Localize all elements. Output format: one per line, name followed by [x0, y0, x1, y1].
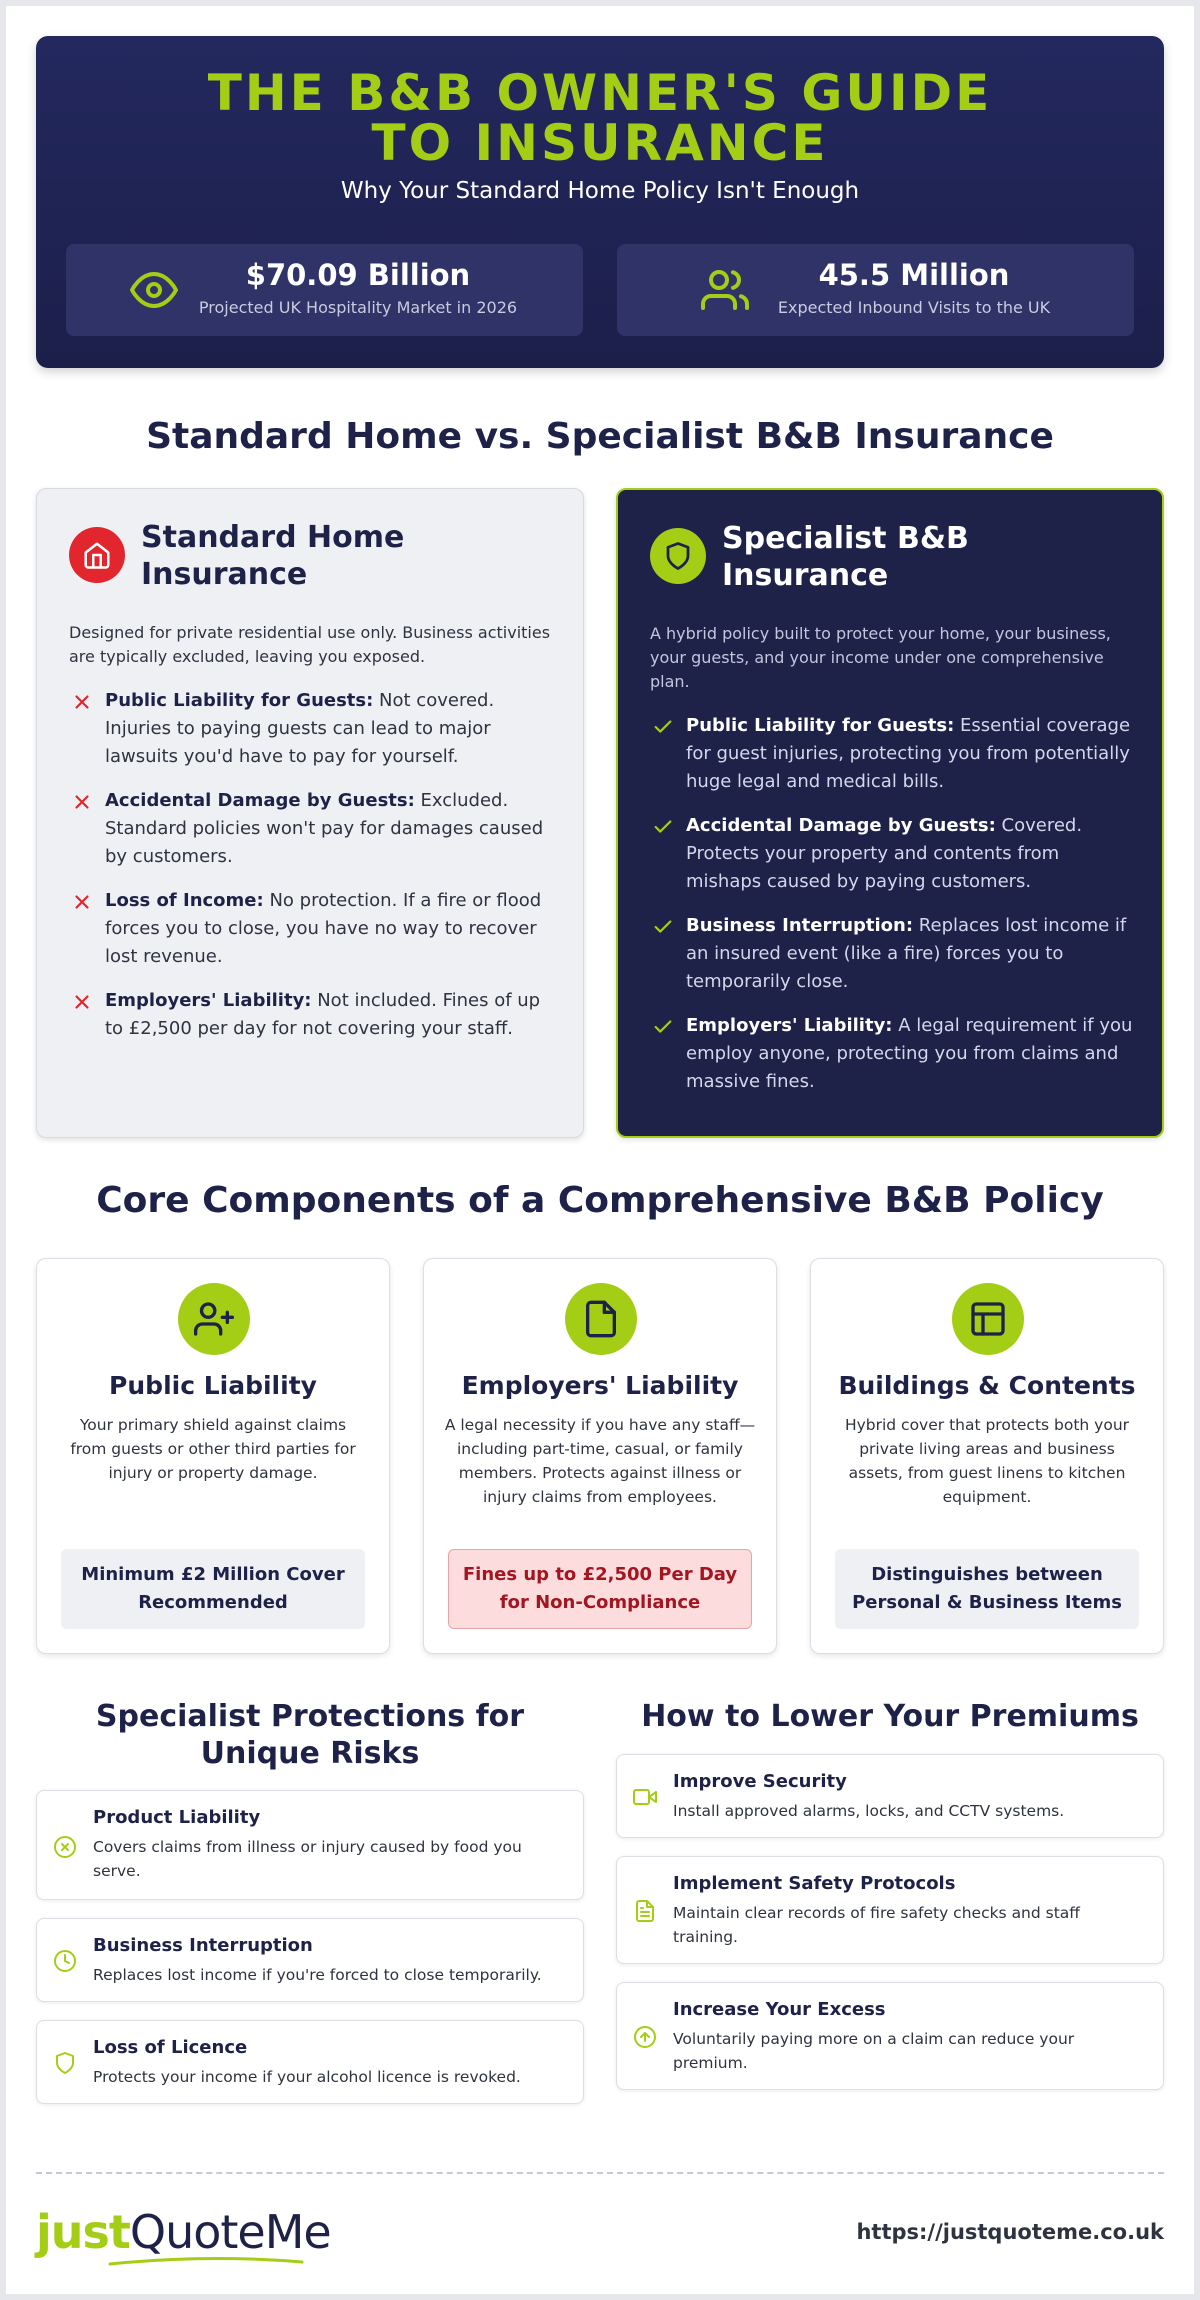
list-item-product-liability — [36, 1790, 584, 1900]
arrow-up-circle-icon — [633, 2025, 657, 2049]
comparison-heading: Standard Home vs. Specialist B&B Insurance — [146, 416, 1054, 457]
item-text: Maintain clear records of fire safety checks and staff training. — [673, 1904, 1080, 1946]
check-icon — [652, 1016, 674, 1038]
cross-icon — [71, 991, 93, 1013]
shield-icon — [663, 541, 693, 571]
layout-icon-badge — [952, 1283, 1024, 1355]
list-item — [69, 987, 559, 1043]
logo-text-just: just — [36, 2205, 130, 2259]
item-text: Essential coverage for guest injuries, protecting you from potentially huge legal and medical bills. — [686, 715, 1131, 792]
cross-icon — [71, 791, 93, 813]
card-title: Public Liability — [109, 1371, 317, 1400]
item-label: Employers' Liability: — [686, 1015, 893, 1036]
item-label: Employers' Liability: — [105, 990, 312, 1011]
list-item — [69, 687, 559, 771]
card-title: Employers' Liability — [461, 1371, 739, 1400]
item-text: Replaces lost income if an insured event (like a fire) forces you to temporarily close. — [686, 915, 1127, 992]
item-label: Public Liability for Guests: — [105, 690, 374, 711]
list-item-loss-of-licence — [36, 2020, 584, 2104]
item-title: Loss of Licence — [93, 2037, 248, 2058]
list-item-improve-security — [616, 1754, 1164, 1838]
users-icon — [701, 266, 749, 314]
brand-logo[interactable] — [36, 2202, 331, 2262]
item-label: Accidental Damage by Guests: — [105, 790, 415, 811]
item-text: Install approved alarms, locks, and CCTV systems. — [673, 1802, 1065, 1820]
card-title: Buildings & Contents — [838, 1371, 1136, 1400]
check-icon — [652, 816, 674, 838]
stat-value: $70.09 Billion — [245, 258, 471, 292]
core-heading: Core Components of a Comprehensive B&B Policy — [96, 1180, 1104, 1221]
stat-label: Expected Inbound Visits to the UK — [777, 298, 1051, 317]
item-label: Accidental Damage by Guests: — [686, 815, 996, 836]
stat-card-market — [66, 244, 583, 336]
list-item — [650, 712, 1140, 796]
item-text: Protects your income if your alcohol licence is revoked. — [93, 2068, 521, 2086]
card-text: A legal necessity if you have any staff—including part-time, casual, or family members. Protects against illness or injury claims from employees. — [444, 1416, 756, 1506]
list-item-business-interruption — [36, 1918, 584, 2002]
specialist-protections-heading: Specialist Protections for Unique Risks — [95, 1699, 525, 1771]
cross-icon — [71, 891, 93, 913]
page-subtitle: Why Your Standard Home Policy Isn't Enough — [340, 178, 860, 204]
logo-text-quoteme: QuoteMe — [129, 2205, 331, 2259]
card-title: Specialist B&B Insurance — [722, 521, 969, 593]
card-description: Designed for private residential use only. Business activities are typically excluded, leaving you exposed. — [69, 623, 551, 666]
card-description: A hybrid policy built to protect your home, your business, your guests, and your income under one comprehensive plan. — [650, 624, 1111, 691]
card-note: Distinguishes between Personal & Business Items — [835, 1549, 1139, 1629]
check-icon — [652, 916, 674, 938]
item-text: Voluntarily paying more on a claim can reduce your premium. — [673, 2030, 1075, 2072]
website-link[interactable]: https://justquoteme.co.uk — [856, 2220, 1164, 2244]
house-icon — [82, 540, 112, 570]
list-item — [650, 1012, 1140, 1096]
eye-icon — [130, 266, 178, 314]
item-text: Covered. Protects your property and contents from mishaps caused by paying customers. — [686, 815, 1083, 892]
x-circle-icon — [53, 1835, 77, 1859]
document-icon — [581, 1299, 621, 1339]
item-title: Business Interruption — [93, 1935, 313, 1956]
file-text-icon — [633, 1899, 657, 1923]
list-item — [69, 787, 559, 871]
card-note: Minimum £2 Million Cover Recommended — [61, 1549, 365, 1629]
list-item — [69, 887, 559, 971]
shield-icon-badge — [650, 528, 706, 584]
item-label: Business Interruption: — [686, 915, 914, 936]
item-title: Implement Safety Protocols — [673, 1873, 956, 1894]
core-card-buildings-contents — [810, 1258, 1164, 1654]
specialist-insurance-card — [616, 488, 1164, 1138]
stat-value: 45.5 Million — [818, 258, 1010, 292]
item-label: Public Liability for Guests: — [686, 715, 955, 736]
item-text: Not included. Fines of up to £2,500 per day for not covering your staff. — [105, 990, 541, 1039]
list-item-increase-excess — [616, 1982, 1164, 2090]
item-title: Improve Security — [673, 1771, 847, 1792]
item-text: Excluded. Standard policies won't pay for damages caused by customers. — [105, 790, 544, 867]
standard-insurance-card — [36, 488, 584, 1138]
layout-icon — [968, 1299, 1008, 1339]
hero-banner — [36, 36, 1164, 368]
item-text: No protection. If a fire or flood forces you to close, you have no way to recover lost revenue. — [105, 890, 542, 967]
specialist-items-list — [650, 712, 1140, 1112]
infographic-page — [6, 6, 1194, 2294]
clock-icon — [53, 1949, 77, 1973]
card-text: Hybrid cover that protects both your private living areas and business assets, from guest linens to kitchen equipment. — [844, 1416, 1130, 1506]
list-item-safety-protocols — [616, 1856, 1164, 1964]
document-icon-badge — [565, 1283, 637, 1355]
card-text: Your primary shield against claims from guests or other third parties for injury or property damage. — [70, 1416, 356, 1482]
item-title: Increase Your Excess — [673, 1999, 886, 2020]
list-item — [650, 812, 1140, 896]
user-plus-icon-badge — [178, 1283, 250, 1355]
item-text: Covers claims from illness or injury caused by food you serve. — [93, 1838, 522, 1880]
core-card-employers-liability — [423, 1258, 777, 1654]
standard-items-list — [69, 687, 559, 1059]
stat-label: Projected UK Hospitality Market in 2026 — [198, 298, 518, 317]
card-title: Standard Home Insurance — [141, 520, 405, 592]
logo-swoosh-icon — [106, 2252, 306, 2268]
core-card-public-liability — [36, 1258, 390, 1654]
item-text: A legal requirement if you employ anyone, protecting you from claims and massive fines. — [686, 1015, 1133, 1092]
item-text: Replaces lost income if you're forced to close temporarily. — [93, 1966, 542, 1984]
card-note: Fines up to £2,500 Per Day for Non-Compliance — [448, 1549, 752, 1629]
footer-divider — [36, 2172, 1164, 2174]
video-camera-icon — [633, 1785, 657, 1809]
item-text: Not covered. Injuries to paying guests can lead to major lawsuits you'd have to pay for yourself. — [105, 690, 495, 767]
premiums-heading: How to Lower Your Premiums — [641, 1699, 1139, 1734]
list-item — [650, 912, 1140, 996]
house-icon-badge — [69, 527, 125, 583]
item-title: Product Liability — [93, 1807, 261, 1828]
item-label: Loss of Income: — [105, 890, 264, 911]
stat-card-visits — [617, 244, 1134, 336]
cross-icon — [71, 691, 93, 713]
check-icon — [652, 716, 674, 738]
user-plus-icon — [194, 1299, 234, 1339]
shield-icon — [53, 2051, 77, 2075]
page-title: THE B&B OWNER'S GUIDE TO INSURANCE — [207, 64, 993, 172]
